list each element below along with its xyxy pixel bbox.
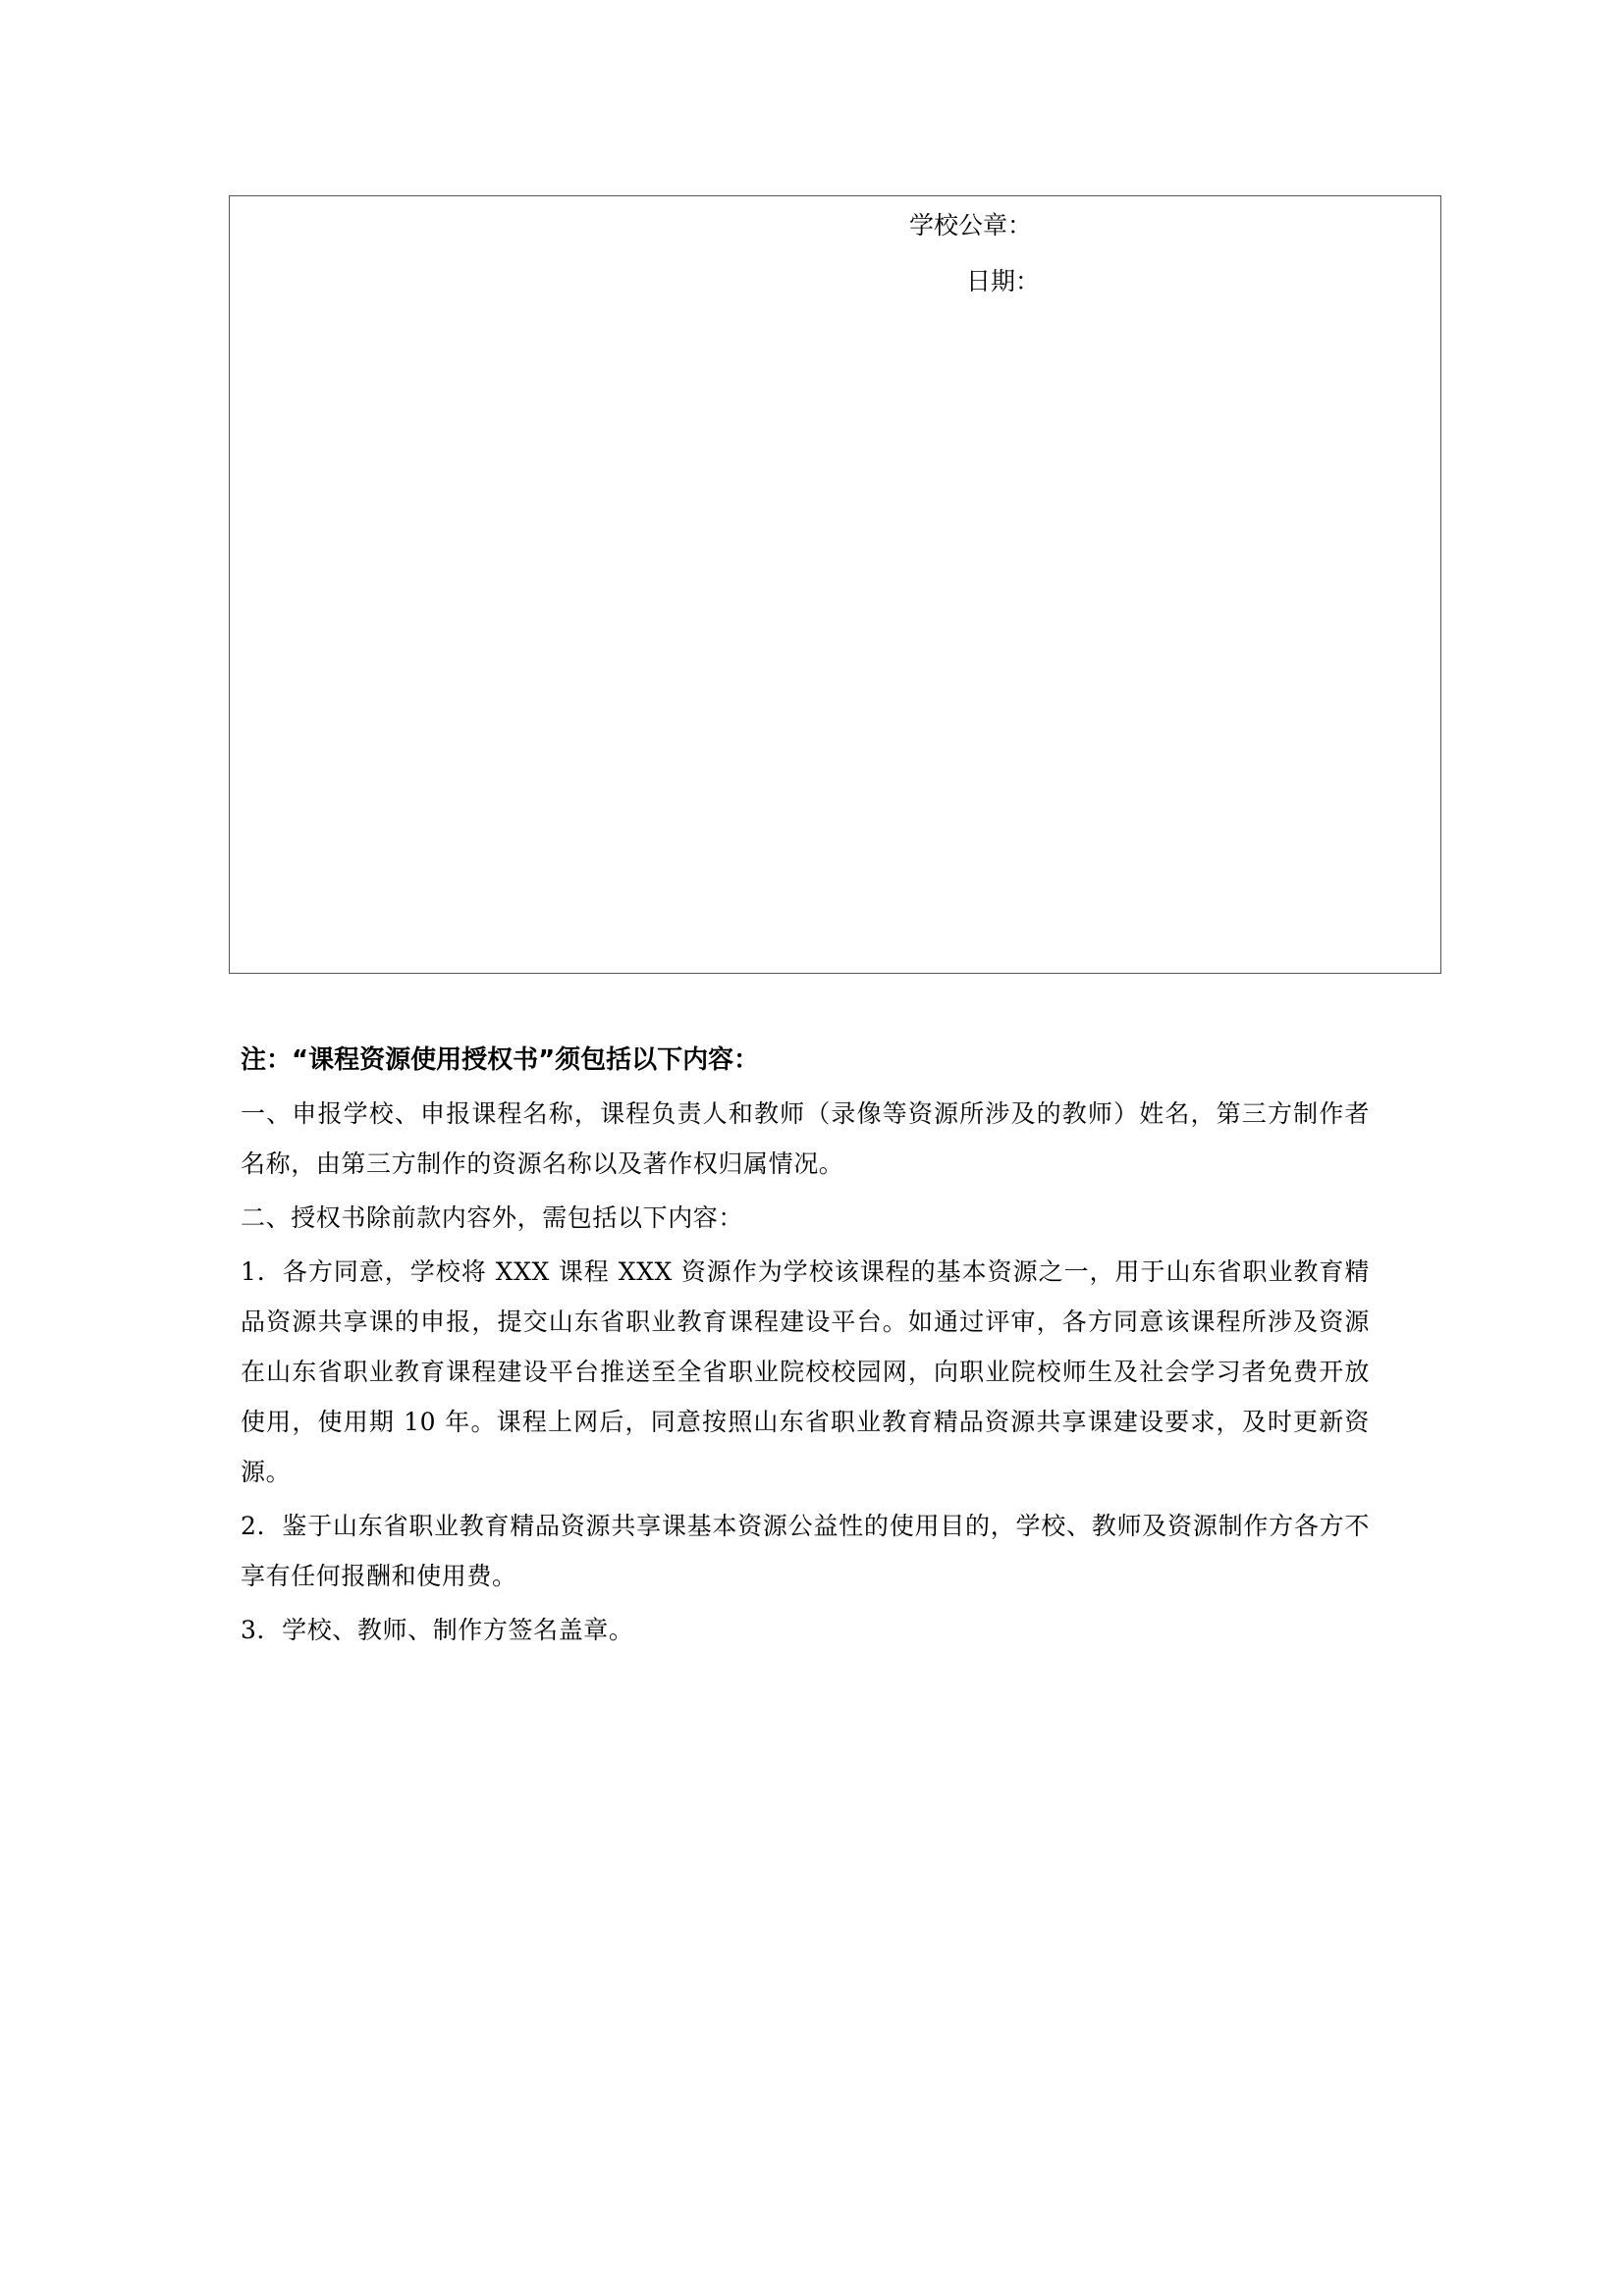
date-label: 日期： bbox=[966, 267, 1041, 295]
notes-section bbox=[241, 1036, 1370, 1659]
school-seal-label: 学校公章： bbox=[909, 211, 1033, 240]
note-item-2: 二、授权书除前款内容外，需包括以下内容： bbox=[241, 1203, 744, 1232]
note-item-5: 3．学校、教师、制作方签名盖章。 bbox=[241, 1616, 634, 1644]
note-item-1: 一、申报学校、申报课程名称，课程负责人和教师（录像等资源所涉及的教师）姓名，第三方制作者名称，由第三方制作的资源名称以及著作权归属情况。 bbox=[241, 1099, 1370, 1178]
note-item-4: 2．鉴于山东省职业教育精品资源共享课基本资源公益性的使用目的，学校、教师及资源制作方各方不享有任何报酬和使用费。 bbox=[241, 1512, 1370, 1590]
note-item-3: 1．各方同意，学校将 XXX 课程 XXX 资源作为学校该课程的基本资源之一，用于山东省职业教育精品资源共享课的申报，提交山东省职业教育课程建设平台。如通过评审，各方同意该课程所涉及资源在山东省职业教育课程建设平台推送至全省职业院校校园网，向职业院校师生及社会学习者免费开放使用，使用期 10 年。课程上网后，同意按照山东省职业教育精品资源共享课建设要求，及时更新资源。 bbox=[241, 1257, 1370, 1486]
signature-box bbox=[229, 195, 1441, 974]
notes-heading: 注：“课程资源使用授权书”须包括以下内容： bbox=[241, 1045, 760, 1075]
